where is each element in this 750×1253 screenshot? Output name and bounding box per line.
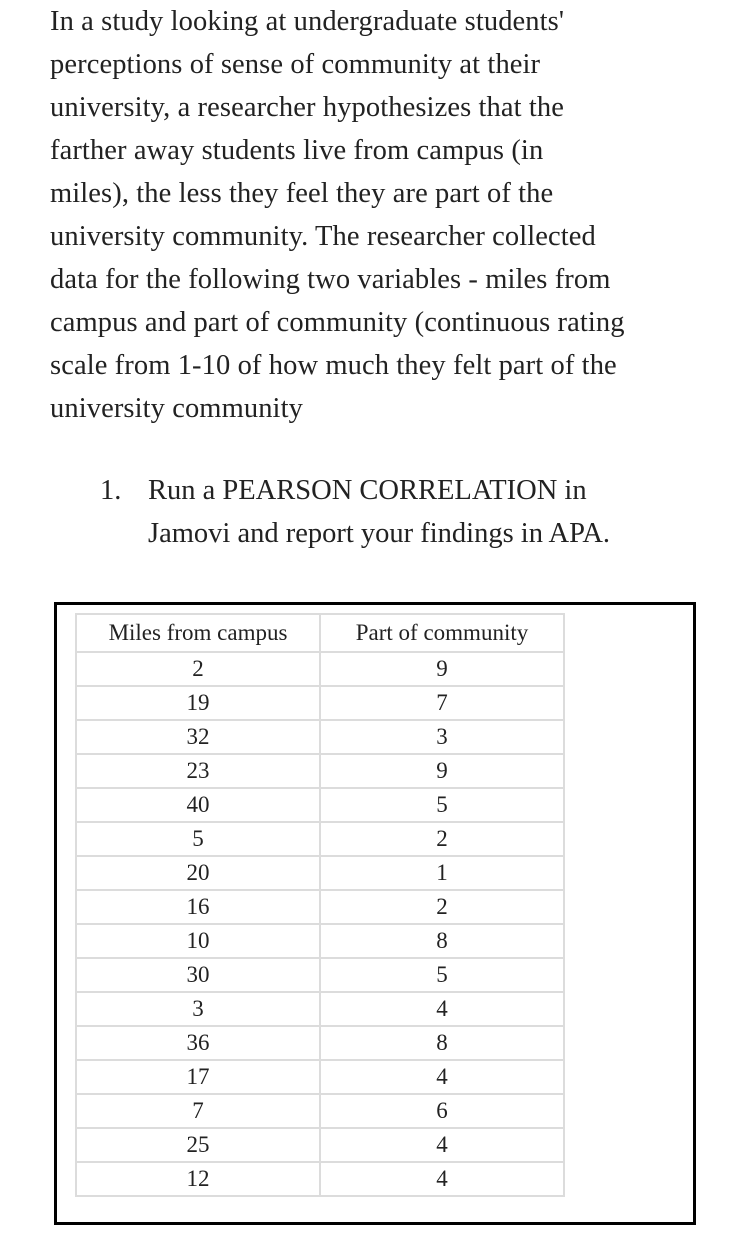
data-table-frame (54, 602, 696, 1225)
question-text (148, 469, 610, 555)
table-row (76, 924, 564, 958)
table-row (76, 720, 564, 754)
table-row (76, 822, 564, 856)
miles-cell: 10 (76, 924, 320, 958)
community-cell: 1 (320, 856, 564, 890)
miles-cell: 32 (76, 720, 320, 754)
description-line: scale from 1-10 of how much they felt part of the (50, 350, 617, 381)
community-cell: 9 (320, 652, 564, 686)
table-header-row (76, 614, 564, 652)
community-cell: 4 (320, 1128, 564, 1162)
community-cell: 6 (320, 1094, 564, 1128)
table-row (76, 686, 564, 720)
community-cell: 8 (320, 1026, 564, 1060)
problem-description (50, 0, 730, 430)
community-cell: 4 (320, 1060, 564, 1094)
community-cell: 7 (320, 686, 564, 720)
description-line: university, a researcher hypothesizes that the (50, 92, 564, 123)
miles-cell: 19 (76, 686, 320, 720)
community-cell: 8 (320, 924, 564, 958)
miles-cell: 5 (76, 822, 320, 856)
table-row (76, 754, 564, 788)
question-line: Jamovi and report your findings in APA. (148, 518, 611, 549)
miles-cell: 7 (76, 1094, 320, 1128)
question-line: Run a PEARSON CORRELATION in (148, 475, 587, 506)
description-line: data for the following two variables - miles from (50, 264, 611, 295)
community-cell: 4 (320, 992, 564, 1026)
description-line: campus and part of community (continuous rating (50, 307, 625, 338)
miles-cell: 2 (76, 652, 320, 686)
miles-cell: 23 (76, 754, 320, 788)
table-row (76, 788, 564, 822)
miles-cell: 12 (76, 1162, 320, 1196)
description-line: In a study looking at undergraduate students' (50, 6, 565, 37)
column-header-miles: Miles from campus (76, 614, 320, 652)
data-table (75, 613, 565, 1197)
community-cell: 2 (320, 822, 564, 856)
miles-cell: 20 (76, 856, 320, 890)
table-row (76, 1060, 564, 1094)
miles-cell: 16 (76, 890, 320, 924)
table-row (76, 856, 564, 890)
table-row (76, 890, 564, 924)
miles-cell: 40 (76, 788, 320, 822)
miles-cell: 30 (76, 958, 320, 992)
table-row (76, 1026, 564, 1060)
question-number: 1. (100, 475, 122, 506)
table-row (76, 1094, 564, 1128)
column-header-community: Part of community (320, 614, 564, 652)
description-line: farther away students live from campus (in (50, 135, 544, 166)
description-line: perceptions of sense of community at their (50, 49, 541, 80)
table-row (76, 958, 564, 992)
community-cell: 3 (320, 720, 564, 754)
community-cell: 5 (320, 788, 564, 822)
miles-cell: 36 (76, 1026, 320, 1060)
description-line: miles), the less they feel they are part of the (50, 178, 554, 209)
community-cell: 9 (320, 754, 564, 788)
community-cell: 4 (320, 1162, 564, 1196)
community-cell: 5 (320, 958, 564, 992)
description-line: university community (50, 393, 303, 424)
table-row (76, 652, 564, 686)
miles-cell: 3 (76, 992, 320, 1026)
table-row (76, 992, 564, 1026)
description-line: university community. The researcher collected (50, 221, 596, 252)
community-cell: 2 (320, 890, 564, 924)
table-row (76, 1162, 564, 1196)
miles-cell: 25 (76, 1128, 320, 1162)
table-row (76, 1128, 564, 1162)
miles-cell: 17 (76, 1060, 320, 1094)
